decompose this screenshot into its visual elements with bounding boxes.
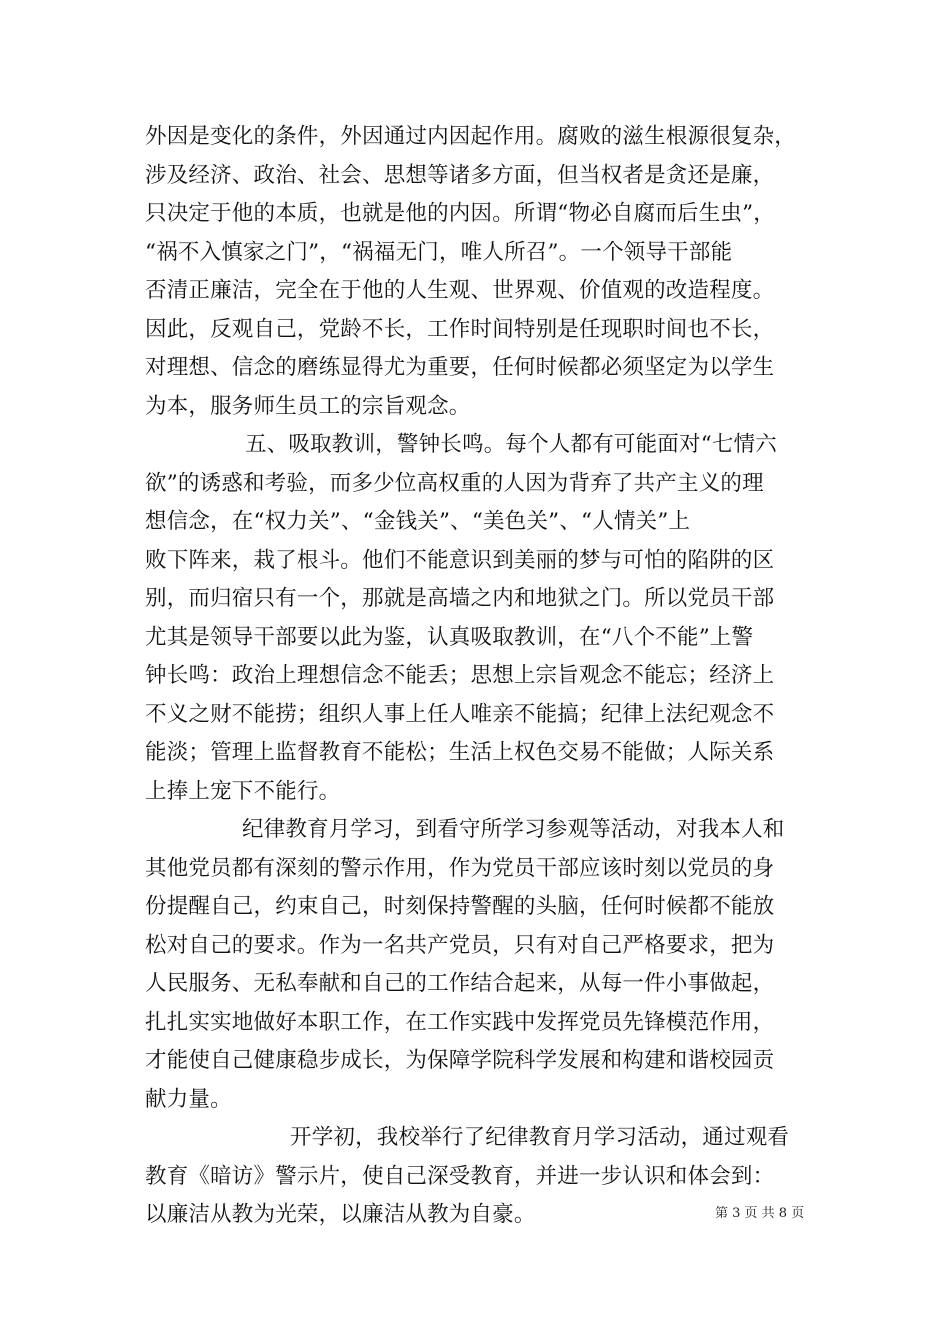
text-line: 外因是变化的条件，外因通过内因起作用。腐败的滋生根源很复杂， [145, 124, 797, 149]
text-line: 纪律教育月学习，到看守所学习参观等活动，对我本人和 [242, 817, 785, 842]
text-line: 份提醒自己，约束自己，时刻保持警醒的头脑，任何时候都不能放 [145, 894, 775, 919]
text-line: 尤其是领导干部要以此为鉴，认真吸取教训，在“八个不能”上警 [145, 624, 754, 650]
text-line: 想信念，在“权力关”、“金钱关”、“美色关”、“人情关”上 [145, 509, 691, 534]
text-line: 能淡；管理上监督教育不能松；生活上权色交易不能做；人际关系 [145, 740, 775, 765]
document-body [145, 118, 815, 1235]
text-line: 为本，服务师生员工的宗旨观念。 [145, 393, 471, 419]
text-line: 因此，反观自己，党龄不长，工作时间特别是任现职时间也不长， [145, 316, 775, 342]
text-line: 五、吸取教训，警钟长鸣。每个人都有可能面对“七情六 [245, 432, 777, 457]
page-footer: 第 3 页 共 8 页 [715, 1206, 805, 1221]
text-line: 对理想、信念的磨练显得尤为重要，任何时候都必须坚定为以学生 [145, 355, 775, 380]
text-line: 开学初，我校举行了纪律教育月学习活动，通过观看 [290, 1125, 790, 1150]
text-line: 扎扎实实地做好本职工作，在工作实践中发挥党员先锋模范作用， [145, 1009, 775, 1035]
text-line: 否清正廉洁，完全在于他的人生观、世界观、价值观的改造程度。 [145, 278, 775, 303]
text-line: 败下阵来，栽了根斗。他们不能意识到美丽的梦与可怕的陷阱的区 [145, 547, 775, 573]
text-line: 松对自己的要求。作为一名共产党员，只有对自己严格要求，把为 [145, 932, 775, 958]
text-line: 欲”的诱惑和考验，而多少位高权重的人因为背弃了共产主义的理 [145, 470, 764, 496]
text-line: “祸不入慎家之门”，“祸福无门，唯人所召”。一个领导干部能 [145, 239, 733, 265]
text-line: 别，而归宿只有一个，那就是高墙之内和地狱之门。所以党员干部 [145, 586, 775, 611]
text-line: 才能使自己健康稳步成长，为保障学院科学发展和构建和谐校园贡 [145, 1048, 775, 1073]
text-line: 人民服务、无私奉献和自己的工作结合起来，从每一件小事做起， [145, 971, 775, 996]
text-line: 其他党员都有深刻的警示作用，作为党员干部应该时刻以党员的身 [145, 855, 775, 881]
text-line: 涉及经济、政治、社会、思想等诸多方面，但当权者是贪还是廉， [145, 162, 775, 188]
text-line: 以廉洁从教为光荣，以廉洁从教为自豪。 [145, 1202, 536, 1227]
text-line: 不义之财不能捞；组织人事上任人唯亲不能搞；纪律上法纪观念不 [145, 701, 775, 727]
text-line: 教育《暗访》警示片，使自己深受教育，并进一步认识和体会到： [145, 1163, 775, 1189]
text-line: 钟长鸣：政治上理想信念不能丢；思想上宗旨观念不能忘；经济上 [145, 663, 775, 688]
text-line: 上捧上宠下不能行。 [145, 778, 341, 804]
text-line: 献力量。 [145, 1086, 232, 1112]
text-line: 只决定于他的本质，也就是他的内因。所谓“物必自腐而后生虫”， [145, 201, 775, 226]
